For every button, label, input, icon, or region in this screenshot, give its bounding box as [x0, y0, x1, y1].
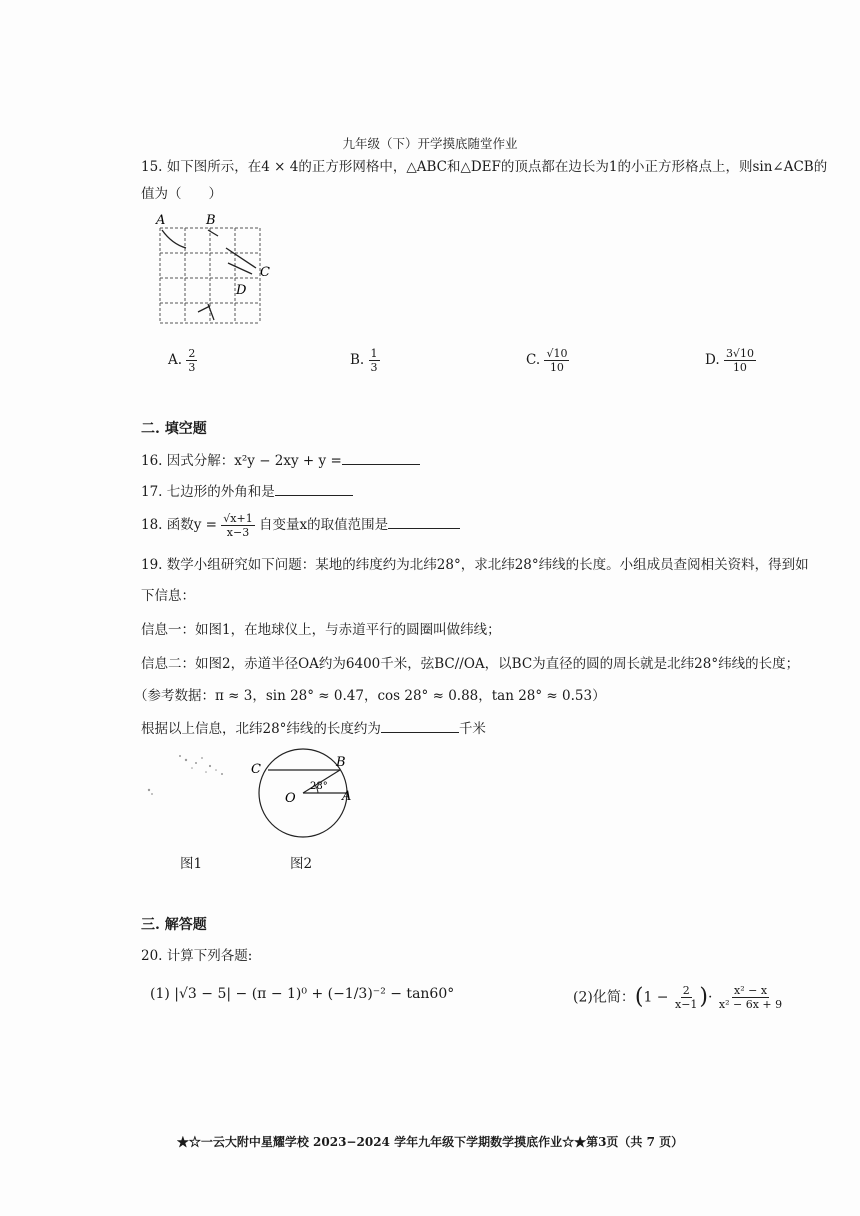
fig2-label-A: A [342, 789, 352, 804]
section-fill-blank-title: 二. 填空题 [141, 421, 207, 437]
figure1-globe-image [140, 748, 240, 808]
label-A: A [156, 213, 166, 228]
q16: 16. 因式分解：x²y − 2xy + y = [141, 451, 420, 470]
q20-part2-frac2: $\frac{\text{x² − x}}{\text{x² − 6x + 9}}$ [718, 984, 783, 1011]
q19-question: 根据以上信息，北纬28°纬线的长度约为 千米 [141, 721, 486, 737]
q18: 18. 函数y = $\frac{√x+1}{x-3}$ 自变量x的取值范围是 [141, 512, 460, 539]
option-b-fraction: $\frac{1}{3}$ [370, 347, 378, 374]
q19-info2: 信息二：如图2，赤道半径OA约为6400千米，弦BC//OA，以BC为直径的圆的周长就是北纬28°纬线的长度； [141, 656, 800, 672]
option-d[interactable]: D. $\frac{3√10}{10}$ [705, 347, 754, 374]
fig2-label-O: O [285, 791, 296, 806]
option-c[interactable]: C. $\frac{√10}{10}$ [526, 347, 568, 374]
label-D: D [236, 283, 247, 298]
option-b[interactable]: B. $\frac{1}{3}$ [350, 347, 378, 374]
figure2-caption: 图2 [290, 856, 313, 872]
label-C: C [260, 265, 270, 280]
q19-reference: （参考数据：π ≈ 3，sin 28° ≈ 0.47，cos 28° ≈ 0.88，tan 28° ≈ 0.53） [134, 688, 606, 704]
q19-answer-blank[interactable] [381, 719, 459, 733]
q15-line2: 值为（ ） [141, 186, 222, 202]
fig2-label-B: B [336, 755, 346, 770]
triangle-strokes [162, 230, 256, 320]
q18-answer-blank[interactable] [388, 515, 460, 529]
fig2-angle-label: 28° [310, 781, 328, 792]
q17: 17. 七边形的外角和是 [141, 482, 353, 501]
q20-part2-frac1: $\frac{2}{x-1}$ [674, 984, 698, 1011]
q18-fraction: $\frac{√x+1}{x-3}$ [223, 512, 253, 539]
section-answer-title: 三. 解答题 [141, 917, 207, 933]
figure2-circle [248, 748, 368, 848]
option-d-fraction: $\frac{3√10}{10}$ [725, 347, 754, 374]
option-a[interactable]: A. $\frac{2}{3}$ [168, 347, 196, 374]
q15-line1: 15. 如下图所示，在4 × 4的正方形网格中，△ABC和△DEF的顶点都在边长为1的小正方形格点上，则sin∠ACB的 [141, 159, 828, 175]
q15-grid-figure [148, 208, 278, 333]
page-header: 九年级（下）开学摸底随堂作业 [342, 136, 518, 151]
option-a-fraction: $\frac{2}{3}$ [188, 347, 196, 374]
q19-info1: 信息一：如图1，在地球仪上，与赤道平行的圆圈叫做纬线； [141, 622, 501, 638]
q17-answer-blank[interactable] [275, 482, 353, 496]
q19-line2: 下信息： [141, 588, 195, 604]
q20-title: 20. 计算下列各题: [141, 948, 253, 964]
page-footer: ★☆一云大附中星耀学校 2023−2024 学年九年级下学期数学摸底作业☆★第3页（共 7 页） [176, 1135, 684, 1149]
q16-answer-blank[interactable] [342, 451, 420, 465]
option-c-fraction: $\frac{√10}{10}$ [546, 347, 568, 374]
figure1-caption: 图1 [180, 856, 203, 872]
label-B: B [206, 213, 216, 228]
q19-line1: 19. 数学小组研究如下问题：某地的纬度约为北纬28°，求北纬28°纬线的长度。小组成员查阅相关资料，得到如 [141, 557, 809, 573]
q20-part2: (2)化简：(1 − $\frac{2}{x-1}$ )· $\frac{\text{x² − x}}{\text{x² − 6x + 9}}$ [573, 984, 783, 1011]
q20-part1: (1) |√3 − 5| − (π − 1)⁰ + (−1/3)⁻² − tan60° [150, 986, 455, 1002]
fig2-label-C: C [251, 762, 261, 777]
